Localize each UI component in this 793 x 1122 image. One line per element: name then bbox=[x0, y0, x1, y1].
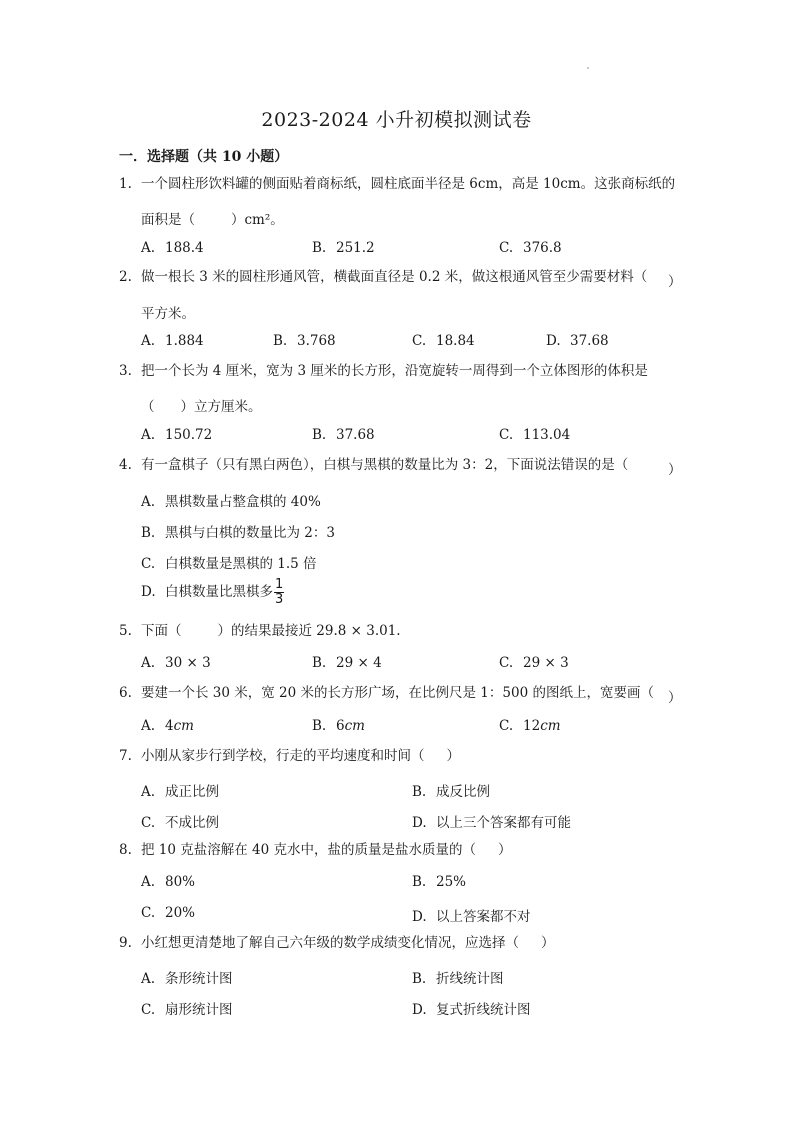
option-label: C. bbox=[499, 655, 514, 671]
question-number: 4. bbox=[119, 457, 132, 473]
question-text: 把一个长为 4 厘米，宽为 3 厘米的长方形，沿宽旋转一周得到一个立体图形的体积是 bbox=[141, 363, 648, 379]
question-5 bbox=[119, 624, 401, 638]
option-value: 4 bbox=[165, 718, 174, 734]
option-d bbox=[412, 998, 531, 1018]
option-value: 376.8 bbox=[523, 240, 562, 256]
option-value: 12 bbox=[523, 718, 541, 734]
question-number: 3. bbox=[119, 363, 132, 379]
option-value: 6 bbox=[336, 718, 345, 734]
option-value: 扇形统计图 bbox=[165, 1002, 233, 1018]
option-value: 复式折线统计图 bbox=[436, 1002, 531, 1018]
option-value: 成反比例 bbox=[436, 784, 490, 800]
question-2 bbox=[119, 270, 647, 284]
option-label: C. bbox=[141, 815, 156, 831]
answer-blank-end: ） bbox=[668, 462, 682, 478]
option-label: B. bbox=[312, 655, 327, 671]
option-a bbox=[141, 655, 211, 671]
option-value: 25% bbox=[436, 874, 467, 890]
option-label: A. bbox=[141, 333, 156, 349]
option-label: B. bbox=[412, 874, 427, 890]
question-text: ） bbox=[446, 748, 460, 764]
option-label: C. bbox=[141, 905, 156, 921]
option-a bbox=[141, 874, 195, 890]
question-number: 6. bbox=[119, 685, 132, 701]
option-label: C. bbox=[499, 240, 514, 256]
option-b bbox=[312, 427, 375, 443]
option-a bbox=[141, 427, 212, 443]
option-b bbox=[412, 874, 466, 890]
question-text: 下面（ bbox=[141, 623, 182, 639]
page-title: 2023-2024 小升初模拟测试卷 bbox=[261, 109, 532, 131]
option-label: B. bbox=[412, 784, 427, 800]
question-text: ） bbox=[541, 935, 555, 951]
option-b bbox=[312, 718, 365, 734]
option-value: 80% bbox=[165, 874, 196, 890]
question-text: 把 10 克盐溶解在 40 克水中，盐的质量是盐水质量的（ bbox=[141, 842, 477, 858]
question-number: 8. bbox=[119, 842, 132, 858]
option-value: 30 × 3 bbox=[165, 655, 211, 671]
answer-blank-end: ） bbox=[668, 274, 682, 290]
option-c bbox=[141, 811, 219, 831]
option-c bbox=[141, 998, 233, 1018]
option-unit: cm bbox=[344, 718, 365, 734]
option-value: 黑棋与白棋的数量比为 2：3 bbox=[165, 525, 335, 541]
option-b bbox=[412, 967, 504, 987]
option-label: C. bbox=[412, 333, 427, 349]
option-b bbox=[273, 333, 336, 349]
option-label: A. bbox=[141, 427, 156, 443]
option-label: C. bbox=[141, 1002, 156, 1018]
option-value: 白棋数量是黑棋的 1.5 倍 bbox=[165, 556, 317, 572]
option-label: D. bbox=[412, 815, 427, 831]
option-label: A. bbox=[141, 784, 156, 800]
option-a bbox=[141, 490, 321, 510]
option-label: B. bbox=[412, 971, 427, 987]
question-6 bbox=[119, 686, 654, 700]
fraction-numerator: 1 bbox=[275, 577, 284, 592]
option-value: 3.768 bbox=[297, 333, 336, 349]
question-text: （ bbox=[141, 399, 155, 415]
question-text: ）立方厘米。 bbox=[180, 399, 262, 415]
question-1-continued bbox=[141, 208, 284, 228]
option-d bbox=[546, 333, 609, 349]
option-label: D. bbox=[412, 1002, 427, 1018]
option-label: B. bbox=[312, 718, 327, 734]
option-label: A. bbox=[141, 240, 156, 256]
question-text: 面积是（ bbox=[141, 212, 195, 228]
option-unit: cm bbox=[173, 718, 194, 734]
question-number: 5. bbox=[119, 623, 132, 639]
question-text: ）cm²。 bbox=[231, 212, 284, 228]
option-label: C. bbox=[499, 427, 514, 443]
fraction-denominator: 3 bbox=[275, 592, 284, 607]
question-text: 要建一个长 30 米，宽 20 米的长方形广场，在比例尺是 1：500 的图纸上，宽要画（ bbox=[141, 685, 654, 701]
option-value: 37.68 bbox=[336, 427, 375, 443]
option-label: B. bbox=[312, 427, 327, 443]
option-value: 条形统计图 bbox=[165, 971, 233, 987]
option-value: 以上答案都不对 bbox=[436, 909, 531, 925]
option-value: 1.884 bbox=[165, 333, 204, 349]
question-4 bbox=[119, 458, 628, 472]
option-unit: cm bbox=[540, 718, 561, 734]
question-3-continued bbox=[141, 395, 262, 415]
question-text: 有一盒棋子（只有黑白两色），白棋与黑棋的数量比为 3：2，下面说法错误的是（ bbox=[141, 457, 629, 473]
option-label: A. bbox=[141, 494, 156, 510]
option-label: A. bbox=[141, 655, 156, 671]
option-d bbox=[141, 578, 284, 607]
fraction bbox=[274, 578, 284, 607]
option-value: 黑棋数量占整盒棋的 40% bbox=[165, 494, 321, 510]
option-c bbox=[499, 655, 569, 671]
option-b bbox=[412, 780, 490, 800]
option-label: D. bbox=[412, 909, 427, 925]
option-value: 29 × 3 bbox=[523, 655, 569, 671]
option-c bbox=[499, 427, 570, 443]
question-text: 小红想更清楚地了解自己六年级的数学成绩变化情况，应选择（ bbox=[141, 935, 519, 951]
option-value: 37.68 bbox=[570, 333, 609, 349]
option-c bbox=[499, 240, 562, 256]
question-text: ）的结果最接近 29.8 × 3.01. bbox=[217, 623, 401, 639]
option-label: A. bbox=[141, 971, 156, 987]
option-value: 150.72 bbox=[165, 427, 213, 443]
option-a bbox=[141, 780, 219, 800]
option-a bbox=[141, 718, 194, 734]
question-2-continued: 平方米。 bbox=[141, 306, 195, 322]
option-label: A. bbox=[141, 718, 156, 734]
question-text: ） bbox=[498, 842, 512, 858]
option-value: 188.4 bbox=[165, 240, 204, 256]
option-a bbox=[141, 333, 204, 349]
option-label: B. bbox=[312, 240, 327, 256]
option-label: B. bbox=[141, 525, 156, 541]
question-3 bbox=[119, 364, 648, 378]
option-b bbox=[141, 521, 335, 541]
question-8 bbox=[119, 843, 512, 857]
question-number: 2. bbox=[119, 269, 132, 285]
option-value: 18.84 bbox=[436, 333, 475, 349]
option-value: 113.04 bbox=[523, 427, 571, 443]
question-text: 小刚从家步行到学校，行走的平均速度和时间（ bbox=[141, 748, 425, 764]
option-b bbox=[312, 655, 382, 671]
option-d bbox=[412, 811, 571, 831]
option-label: D. bbox=[546, 333, 561, 349]
option-value: 251.2 bbox=[336, 240, 375, 256]
question-9 bbox=[119, 936, 555, 950]
option-value: 成正比例 bbox=[165, 784, 219, 800]
question-7 bbox=[119, 749, 460, 763]
question-number: 1. bbox=[119, 176, 132, 192]
option-c bbox=[141, 552, 317, 572]
option-label: C. bbox=[499, 718, 514, 734]
option-label: B. bbox=[273, 333, 288, 349]
option-label: C. bbox=[141, 556, 156, 572]
scan-dot bbox=[587, 67, 589, 69]
question-number: 9. bbox=[119, 935, 132, 951]
option-value: 20% bbox=[165, 905, 196, 921]
option-value: 以上三个答案都有可能 bbox=[436, 815, 571, 831]
question-text: 一个圆柱形饮料罐的侧面贴着商标纸，圆柱底面半径是 6cm，高是 10cm。这张商标纸的 bbox=[141, 176, 676, 192]
option-value: 折线统计图 bbox=[436, 971, 504, 987]
option-c bbox=[412, 333, 475, 349]
option-value: 白棋数量比黑棋多 bbox=[165, 584, 273, 600]
option-label: D. bbox=[141, 584, 156, 600]
option-a bbox=[141, 240, 204, 256]
option-c bbox=[141, 905, 195, 921]
option-value: 不成比例 bbox=[165, 815, 219, 831]
question-text: 做一根长 3 米的圆柱形通风管，横截面直径是 0.2 米，做这根通风管至少需要材料（ bbox=[141, 269, 648, 285]
option-b bbox=[312, 240, 375, 256]
answer-blank-end: ） bbox=[668, 690, 682, 706]
option-a bbox=[141, 967, 233, 987]
option-d bbox=[412, 905, 531, 925]
question-1 bbox=[119, 177, 675, 191]
option-c bbox=[499, 718, 561, 734]
question-number: 7. bbox=[119, 748, 132, 764]
option-label: A. bbox=[141, 874, 156, 890]
section-heading: 一．选择题（共 10 小题） bbox=[119, 149, 289, 165]
option-value: 29 × 4 bbox=[336, 655, 382, 671]
